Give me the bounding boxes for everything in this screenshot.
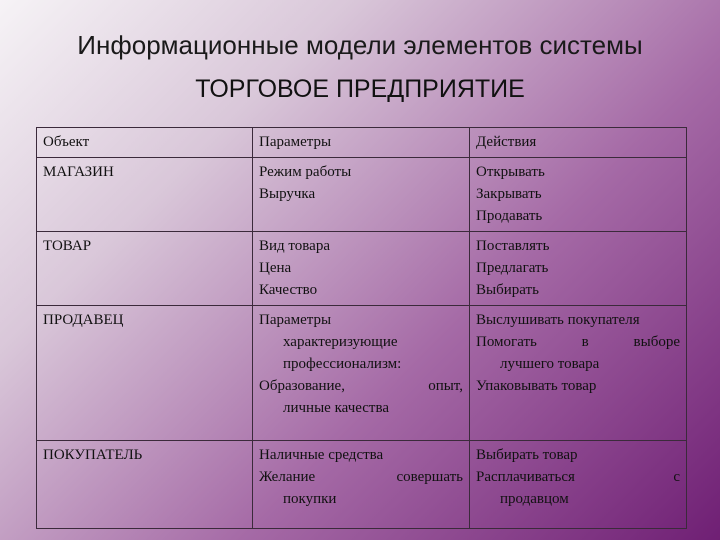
cell-object: МАГАЗИН (37, 158, 253, 232)
action-word: с (673, 469, 680, 485)
param-line-justified (259, 466, 463, 488)
param-line: Вид товара (259, 238, 330, 254)
cell-actions (470, 232, 687, 306)
param-line: личные качества (283, 400, 390, 416)
param-line: Качество (259, 282, 318, 298)
param-line-justified (259, 375, 463, 397)
action-line: Выбирать товар (476, 447, 578, 463)
action-word: в (581, 334, 589, 350)
action-line: Выслушивать покупателя (476, 312, 640, 328)
action-word: Помогать (476, 334, 537, 350)
param-line: покупки (283, 491, 337, 507)
param-line: Режим работы (259, 164, 352, 180)
header-actions: Действия (470, 128, 687, 158)
param-line: Цена (259, 260, 292, 276)
action-line: лучшего товара (500, 356, 600, 372)
slide-subtitle: ТОРГОВОЕ ПРЕДПРИЯТИЕ (195, 75, 525, 103)
cell-params (253, 232, 470, 306)
action-line: Предлагать (476, 260, 549, 276)
action-line: Открывать (476, 164, 545, 180)
action-line-justified (476, 331, 680, 353)
table-row (37, 441, 687, 529)
cell-actions (470, 158, 687, 232)
info-model-table (36, 127, 687, 529)
slide-title: Информационные модели элементов системы (77, 30, 643, 60)
param-line: Выручка (259, 186, 316, 202)
cell-params (253, 441, 470, 529)
action-line: Продавать (476, 208, 543, 224)
table-row (37, 306, 687, 441)
action-word: выборе (633, 334, 680, 350)
action-line: Упаковывать товар (476, 378, 597, 394)
param-word: опыт, (428, 378, 463, 394)
cell-params (253, 158, 470, 232)
param-word: совершать (396, 469, 463, 485)
action-word: Расплачиваться (476, 469, 575, 485)
param-line: характеризующие (283, 334, 398, 350)
action-line: Закрывать (476, 186, 542, 202)
param-word: Желание (259, 469, 316, 485)
table-row (37, 158, 687, 232)
param-line: Параметры (259, 312, 332, 328)
header-object: Объект (37, 128, 253, 158)
table-row (37, 232, 687, 306)
cell-params (253, 306, 470, 441)
action-line: продавцом (500, 491, 569, 507)
table-header-row (37, 128, 687, 158)
header-params: Параметры (253, 128, 470, 158)
cell-actions (470, 441, 687, 529)
cell-actions (470, 306, 687, 441)
cell-object: ТОВАР (37, 232, 253, 306)
action-line: Поставлять (476, 238, 550, 254)
param-word: Образование, (259, 378, 345, 394)
cell-object: ПОКУПАТЕЛЬ (37, 441, 253, 529)
action-line: Выбирать (476, 282, 539, 298)
cell-object: ПРОДАВЕЦ (37, 306, 253, 441)
action-line-justified (476, 466, 680, 488)
param-line: профессионализм: (283, 356, 402, 372)
param-line: Наличные средства (259, 447, 384, 463)
